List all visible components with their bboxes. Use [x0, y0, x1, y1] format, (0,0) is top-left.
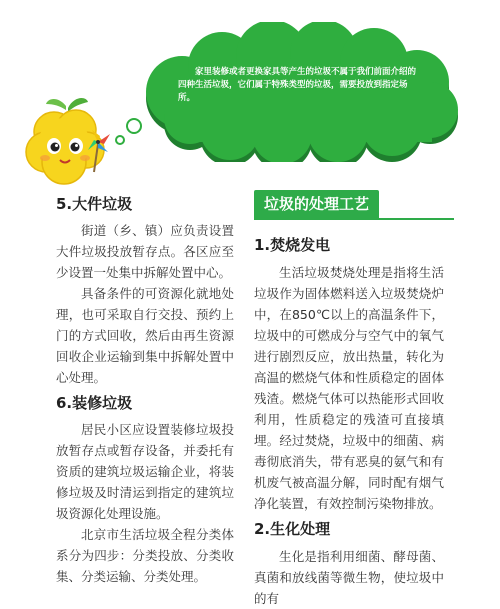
section-heading-renovation-waste: 6.装修垃圾: [56, 394, 133, 412]
paragraph: 居民小区应设置装修垃圾投放暂存点或暂存设备，并委托有资质的建筑垃圾运输企业，将装修垃圾及时清运到指定的建筑垃圾资源化处理设施。: [56, 422, 234, 521]
section-heading-bulky-waste: 5.大件垃圾: [56, 195, 133, 213]
section-heading-biochemical: 2.生化处理: [254, 520, 331, 538]
mascot-icon: [14, 92, 124, 192]
mascot-illustration: [14, 92, 124, 192]
left-column: [56, 193, 234, 587]
paragraph: 生化是指利用细菌、酵母菌、真菌和放线菌等微生物，使垃圾中的有: [254, 549, 444, 606]
paragraph: 生活垃圾焚烧处理是指将生活垃圾作为固体燃料送入垃圾焚烧炉中，在850℃以上的高温条件下，垃圾中的可燃成分与空气中的氧气进行剧烈反应，放出热量，转化为高温的燃烧气体和性质稳定的固体残渣。燃烧气体可以热能形式回收利用，性质稳定的残渣可直接填埋。经过焚烧，垃圾中的细菌、病毒彻底消失，带有恶臭的氨气和有机废气被高温分解，同时配有烟气净化装置，有效控制污染物排放。: [254, 265, 444, 511]
paragraph: 北京市生活垃圾全程分类体系分为四步：分类投放、分类收集、分类运输、分类处理。: [56, 527, 234, 584]
speech-cloud: [112, 22, 484, 162]
section-title-bar: [254, 190, 454, 220]
paragraph: 街道（乡、镇）应负责设置大件垃圾投放暂存点。各区应至少设置一处集中拆解处置中心。: [56, 223, 234, 280]
cloud-message: 家里装修或者更换家具等产生的垃圾不属于我们前面介绍的四种生活垃圾，它们属于特殊类型的垃圾，需要投放到指定场所。: [178, 67, 417, 103]
section-heading-incineration: 1.焚烧发电: [254, 236, 331, 254]
section-title: 垃圾的处理工艺: [254, 190, 379, 218]
paragraph: 具备条件的可资源化就地处理，也可采取自行交投、预约上门的方式回收，然后由再生资源回收企业运输到集中拆解处置中心处理。: [56, 286, 234, 385]
right-column: [254, 234, 444, 609]
